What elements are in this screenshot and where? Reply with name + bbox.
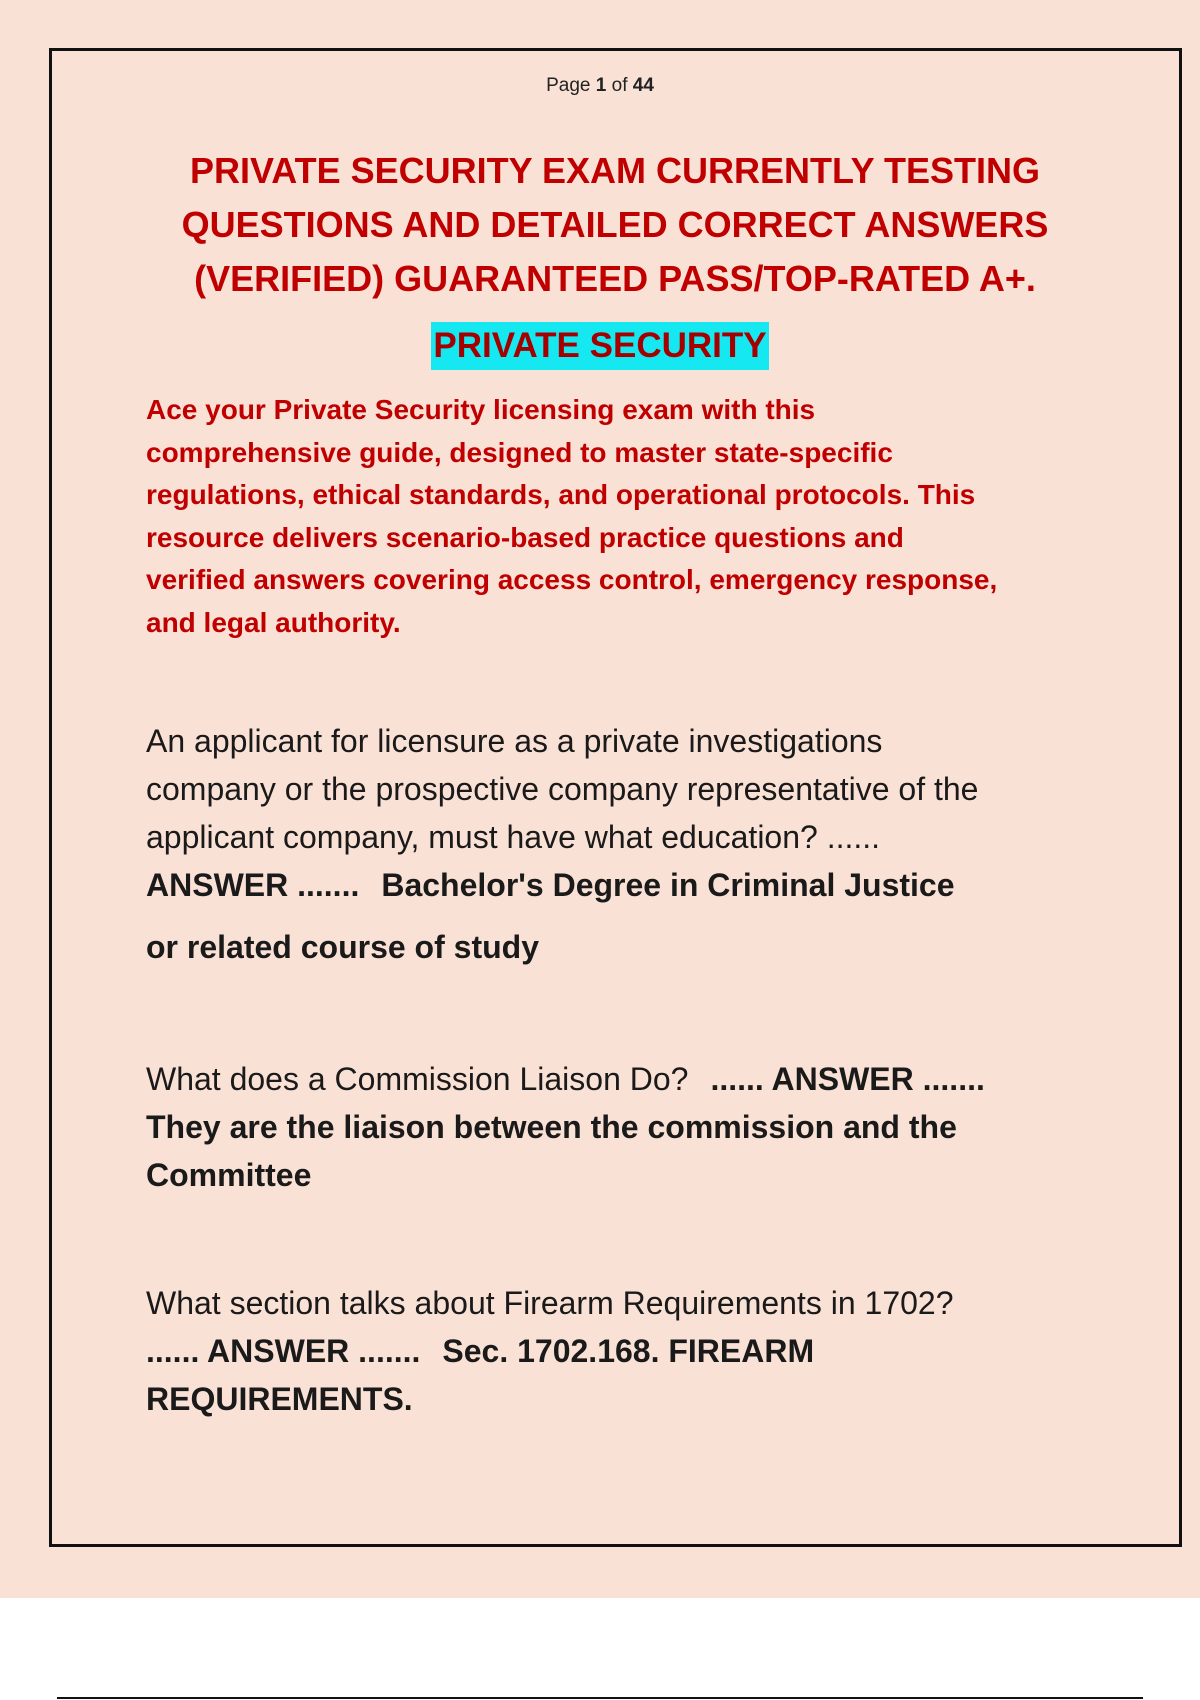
page-indicator-of: of [606, 75, 633, 96]
answer-text: Bachelor's Degree in Criminal Justice [381, 867, 955, 903]
footer-divider [57, 1697, 1143, 1699]
qa-item-2 [146, 1055, 1146, 1199]
page-total-number: 44 [632, 75, 654, 96]
page-indicator-prefix: Page [546, 75, 596, 96]
highlighted-subtitle: PRIVATE SECURITY [431, 322, 768, 370]
answer-line [146, 1327, 1146, 1375]
question-line [146, 1055, 1146, 1103]
answer-line: They are the liaison between the commission and the [146, 1109, 957, 1145]
title-line: QUESTIONS AND DETAILED CORRECT ANSWERS [181, 204, 1049, 245]
answer-marker: ...... ANSWER ....... [710, 1061, 985, 1097]
title-line: PRIVATE SECURITY EXAM CURRENTLY TESTING [189, 150, 1041, 191]
question-text: What does a Commission Liaison Do? [146, 1061, 689, 1097]
answer-text: Sec. 1702.168. FIREARM [442, 1333, 815, 1369]
question-line: applicant company, must have what education? ...... [146, 819, 881, 855]
question-line: company or the prospective company representative of the [146, 771, 979, 807]
answer-line: Committee [146, 1157, 312, 1193]
page-indicator [0, 75, 1200, 97]
page-current-number: 1 [595, 75, 607, 96]
title-line: (VERIFIED) GUARANTEED PASS/TOP-RATED A+. [194, 258, 1036, 299]
document-title [120, 144, 1110, 306]
intro-paragraph [146, 389, 1106, 644]
answer-line: REQUIREMENTS. [146, 1381, 413, 1417]
intro-line: comprehensive guide, designed to master state-specific [146, 436, 893, 468]
answer-line [146, 861, 1146, 909]
qa-item-3 [146, 1279, 1146, 1423]
intro-line: resource delivers scenario-based practice questions and [146, 521, 904, 553]
question-line: What section talks about Firearm Requirements in 1702? [146, 1285, 954, 1321]
answer-marker: ANSWER ....... [146, 867, 360, 903]
intro-line: Ace your Private Security licensing exam with this [146, 394, 816, 425]
subtitle-container [0, 322, 1200, 370]
answer-line: or related course of study [146, 929, 539, 965]
question-line: An applicant for licensure as a private investigations [146, 723, 883, 759]
intro-line: verified answers covering access control, emergency response, [146, 564, 998, 595]
qa-item-1 [146, 717, 1146, 971]
intro-line: regulations, ethical standards, and operational protocols. This [146, 479, 976, 510]
answer-marker: ...... ANSWER ....... [146, 1333, 421, 1369]
intro-line: and legal authority. [146, 606, 401, 638]
